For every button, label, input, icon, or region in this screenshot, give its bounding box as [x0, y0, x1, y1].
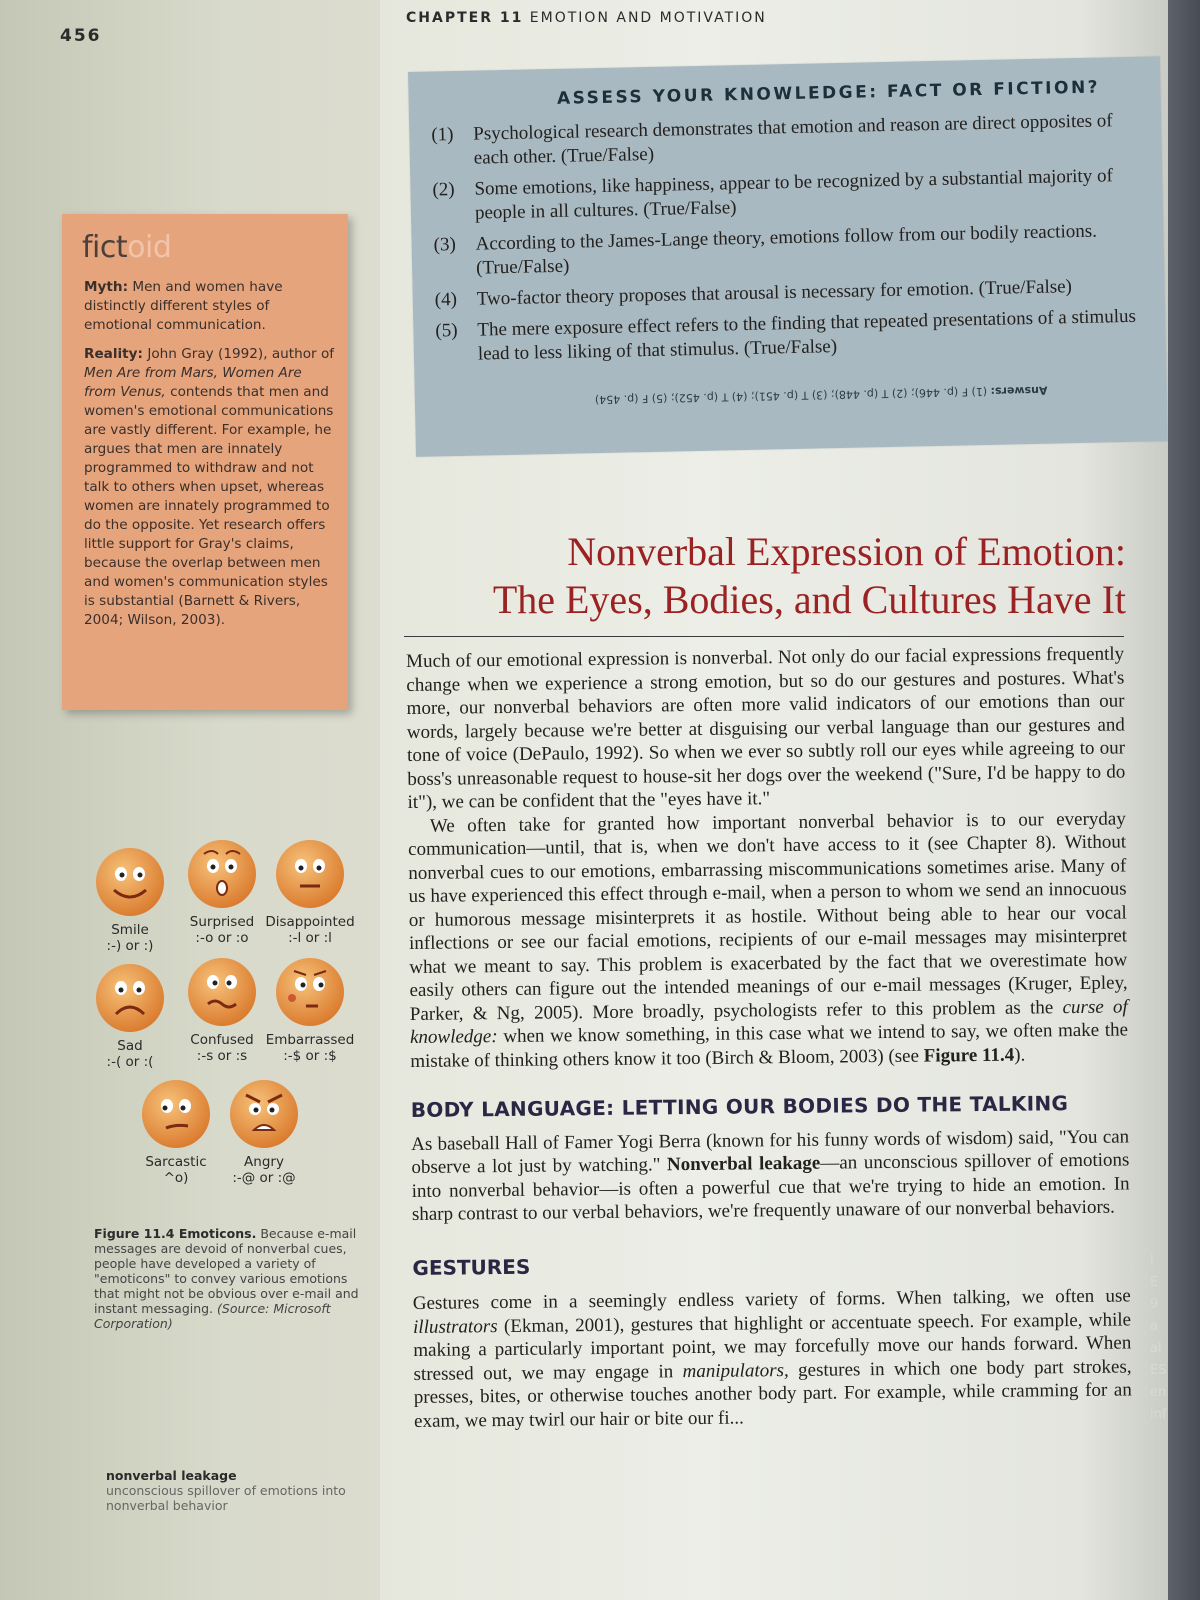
p2-text-mid: when we know something, in this case what we intend to say, we often make the mistake of thinking others know it too (Birch & Bloom, 2003) (see: [410, 1019, 1129, 1072]
fictoid-logo: [82, 230, 171, 265]
quiz-item-text: The mere exposure effect refers to the finding that repeated presentations of a stimulus lead to less liking of that stimulus. (True/False): [477, 305, 1137, 365]
body-text: [406, 642, 1132, 1432]
quiz-item: [433, 218, 1154, 281]
emoticon-name: Smile: [111, 922, 149, 938]
emoticon-surprised: [172, 838, 272, 946]
fragment-line: 9: [1150, 1297, 1159, 1312]
quiz-item-number: (2): [432, 179, 455, 201]
reality-text-post: contends that men and women's emotional communications are vastly different. For example, he argues that men are innately programmed to withdraw and not talk to others when upset, whereas women are innately programmed to do the opposite. Yet research offers little support for Gray's claims, because the overlap between men and women's communication styles is substantial (Barnett & Rivers, 2004; Wilson, 2003).: [84, 384, 334, 628]
p3-text-pre: As baseball Hall of Famer Yogi Berra (known for his funny words of wisdom) said, "You can observe a lot just by watching.": [411, 1125, 1130, 1178]
quiz-item-number: (3): [433, 234, 456, 256]
title-rule: [404, 636, 1124, 637]
figure-caption: [94, 1226, 366, 1331]
quiz-item-number: (1): [431, 124, 454, 146]
quiz-item-number: (5): [435, 320, 458, 342]
p2-text-end: ).: [1014, 1044, 1026, 1066]
sarcastic-face-icon: [140, 1078, 212, 1150]
figure-source: (Source: Microsoft Corporation): [94, 1301, 331, 1331]
p4-text-mid: (Ekman, 2001), gestures that highlight or accentuate speech. For example, while making a particularly important point, we may forcefully move our hands forward. When stressed out, we may engage in: [413, 1308, 1132, 1385]
quiz-item-text: Some emotions, like happiness, appear to be recognized by a substantial majority of people in all cultures. (True/False): [474, 165, 1114, 224]
figure-label: Figure 11.4 Emoticons.: [94, 1226, 257, 1241]
quiz-item-text: Psychological research demonstrates that emotion and reason are direct opposites of each other. (True/False): [473, 110, 1113, 169]
emoticon-disappointed: [260, 838, 360, 946]
emoticon-code: ^o): [163, 1170, 189, 1186]
fragment-line: en: [1150, 1385, 1167, 1400]
body-paragraph: Much of our emotional expression is nonverbal. Not only do our facial expressions frequently change when we experience a strong emotion, but so do our gestures and postures. What's more, our nonverbal behaviors are often more valid indicators of our emotions than our words, largely because we're better at disguising our verbal language than our gestures and tone of voice (DePaulo, 1992). So when we ever so subtly roll our eyes while agreeing to our boss's unreasonable request to house-sit her dogs over the weekend ("Sure, I'd be happy to do it"), we can be confident that the "eyes have it.": [406, 643, 1126, 813]
quiz-item-text: Two-factor theory proposes that arousal is necessary for emotion. (True/False): [476, 276, 1073, 310]
margin-glossary: [106, 1468, 356, 1513]
section-title-line1: Nonverbal Expression of Emotion:: [567, 529, 1126, 574]
emoticon-code: :-o or :o: [195, 930, 249, 946]
quiz-item: [431, 108, 1152, 171]
emoticon-smile: [80, 846, 180, 954]
emoticon-name: Embarrassed: [265, 1032, 355, 1048]
emoticons-figure: [80, 846, 380, 1206]
emoticon-code: :-l or :l: [288, 930, 332, 946]
fictoid-box: [62, 214, 348, 710]
answers-text: (1) F (p. 446); (2) T (p. 448); (3) T (p. 451); (4) T (p. 452); (5) F (p. 454): [594, 384, 988, 407]
emoticon-code: :-$ or :$: [283, 1048, 337, 1064]
emoticon-name: Surprised: [189, 914, 255, 930]
page-number: 456: [60, 26, 102, 46]
embarrassed-face-icon: [274, 956, 346, 1028]
emoticon-name: Angry: [244, 1154, 284, 1170]
fragment-line: l: [1150, 1253, 1154, 1268]
body-paragraph: [413, 1284, 1132, 1433]
quiz-answers-upside-down: [595, 381, 1155, 406]
sad-face-icon: [94, 962, 166, 1034]
emoticon-code: :-s or :s: [196, 1048, 248, 1064]
section-title: [420, 528, 1126, 624]
emoticon-code: :-( or :(: [106, 1054, 154, 1070]
fictoid-body: [84, 278, 336, 640]
emoticon-name: Confused: [190, 1032, 254, 1048]
fragment-line: al: [1150, 1341, 1162, 1356]
emoticon-sad: [80, 962, 180, 1070]
myth-text: Men and women have distinctly different styles of emotional communication.: [84, 279, 283, 333]
disappointed-face-icon: [274, 838, 346, 910]
emoticon-name: Disappointed: [265, 914, 355, 930]
surprised-face-icon: [186, 838, 258, 910]
emoticon-name: Sad: [117, 1038, 143, 1054]
emoticon-name: Sarcastic: [145, 1154, 207, 1170]
p3-text-post: —an unconscious spillover of emotions into nonverbal behavior—is often a powerful cue that we're trying to hide an emotion. In sharp contrast to our verbal behaviors, we're frequently unaware of our nonverbal behaviors.: [411, 1149, 1130, 1225]
body-paragraph: [411, 1125, 1130, 1227]
glossary-term: nonverbal leakage: [106, 1468, 237, 1483]
book-title: Men Are from Mars, Women Are from Venus,: [84, 365, 302, 400]
subheading-body-language: BODY LANGUAGE: LETTING OUR BODIES DO THE TALKING: [410, 1091, 1069, 1122]
reality-label: Reality:: [84, 346, 143, 362]
section-title-line2: The Eyes, Bodies, and Cultures Have It: [492, 577, 1126, 622]
emoticon-angry: [214, 1078, 314, 1186]
running-head-chapter: CHAPTER 11: [406, 10, 524, 26]
quiz-item: [432, 163, 1153, 226]
fact-or-fiction-box: [408, 56, 1168, 457]
smile-face-icon: [94, 846, 166, 918]
p2-text-pre: We often take for granted how important nonverbal behavior is to our everyday communication—until, that is, when we don't have access to it (see Chapter 8). Without nonverbal cues to our emotions, embarrassing miscommunications sometimes arise. Many of us have experienced this effect through e-mail, when a person to whom we send an innocuous or humorous message misinterprets it as hostile. Without being able to hear our vocal inflections or see our facial emotions, recipients of our e-mail messages may misinterpret what we meant to say. This problem is exacerbated by the fact that we overestimate how easily others can figure out the intended meanings of our e-mail messages (Kruger, Epley, Parker, & Ng, 2005). More broadly, psychologists refer to this problem as the: [407, 807, 1128, 1025]
quiz-item-number: (4): [434, 289, 458, 311]
quiz-item: [435, 304, 1156, 367]
fictoid-logo-dark: fict: [82, 230, 128, 265]
emoticon-sarcastic: [126, 1078, 226, 1186]
emoticon-code: :-@ or :@: [232, 1170, 296, 1186]
key-term-illustrators: illustrators: [412, 1315, 498, 1338]
fragment-line: ES: [1150, 1363, 1167, 1378]
fictoid-logo-light: oid: [127, 230, 172, 265]
angry-face-icon: [228, 1078, 300, 1150]
figure-reference: Figure 11.4: [923, 1044, 1015, 1067]
figure-caption-text: Because e-mail messages are devoid of nonverbal cues, people have developed a variety of "emoticons" to convey various emotions that might not be obvious over e-mail and instant messaging.: [94, 1226, 359, 1316]
body-paragraph: [408, 807, 1129, 1073]
confused-face-icon: [186, 956, 258, 1028]
fragment-line: inf: [1150, 1407, 1167, 1422]
emoticon-confused: [172, 956, 272, 1064]
glossary-definition: unconscious spillover of emotions into nonverbal behavior: [106, 1483, 346, 1513]
quiz-list: [431, 108, 1156, 374]
key-term-curse-of-knowledge: curse of knowledge:: [409, 995, 1128, 1048]
running-head-title: EMOTION AND MOTIVATION: [529, 10, 767, 26]
next-page-fragment: [1150, 1250, 1200, 1426]
quiz-item-text: According to the James-Lange theory, emotions follow from our bodily reactions. (True/False): [475, 220, 1098, 279]
key-term-nonverbal-leakage: Nonverbal leakage: [666, 1152, 821, 1176]
running-head: [406, 10, 767, 26]
p4-text-post: gestures in which one body part strokes, presses, bites, or otherwise touches another body part. For example, while cramming for an exam, we may twirl our hair or bite our fi...: [413, 1355, 1132, 1432]
reality-text-pre: John Gray (1992), author of: [147, 346, 335, 362]
quiz-title: ASSESS YOUR KNOWLEDGE: FACT OR FICTION?: [556, 77, 1101, 109]
subheading-gestures: GESTURES: [412, 1254, 531, 1280]
fragment-line: a: [1150, 1319, 1158, 1334]
myth-label: Myth:: [84, 279, 129, 295]
emoticon-embarrassed: [260, 956, 360, 1064]
fictoid-reality: [84, 345, 336, 630]
p4-text-pre: Gestures come in a seemingly endless variety of forms. When talking, we often use: [412, 1285, 1131, 1314]
key-term-manipulators: manipulators,: [682, 1359, 789, 1382]
fictoid-myth: [84, 278, 336, 335]
emoticon-code: :-) or :): [106, 938, 154, 954]
fragment-line: E: [1150, 1275, 1159, 1290]
answers-label: Answers:: [990, 383, 1048, 398]
